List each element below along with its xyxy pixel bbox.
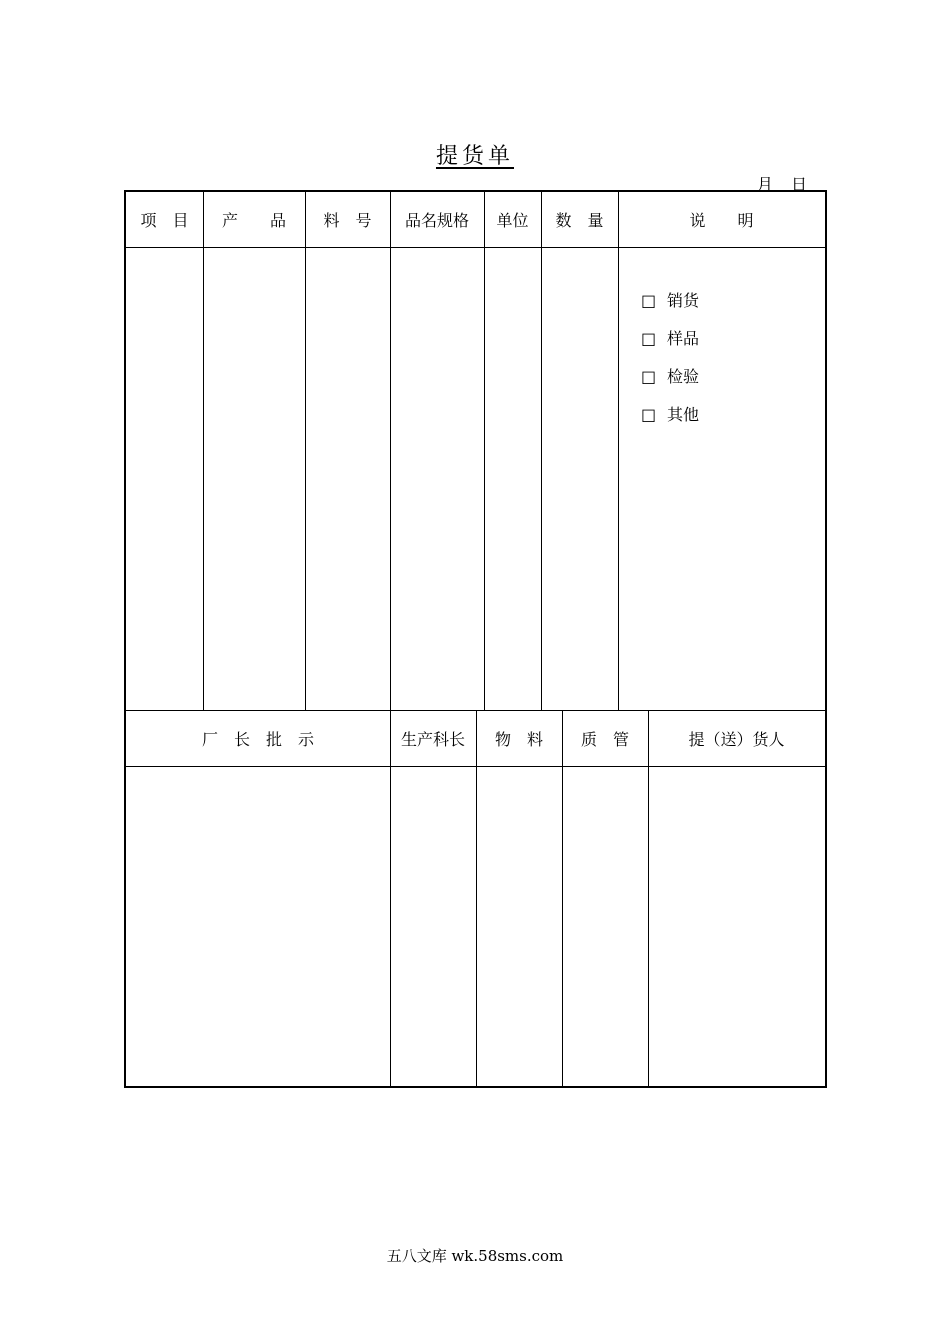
col-divider: [648, 710, 649, 1086]
header-description: 说 明: [689, 211, 754, 230]
option-sales[interactable]: [641, 288, 699, 311]
col-divider: [484, 192, 485, 710]
header-item: 项 目: [140, 211, 189, 230]
header-unit: 单位: [496, 211, 529, 230]
col-divider: [390, 192, 391, 710]
checkbox-icon[interactable]: □: [641, 291, 657, 310]
header-quality-control: 质 管: [580, 729, 629, 749]
col-divider: [541, 192, 542, 710]
checkbox-icon[interactable]: □: [641, 329, 657, 348]
option-label: 检验: [667, 367, 700, 386]
col-divider: [305, 192, 306, 710]
option-label: 销货: [667, 291, 700, 310]
header-delivery-person: 提（送）货人: [688, 729, 785, 749]
date-day: 日: [791, 175, 808, 194]
header-materials: 物 料: [494, 729, 543, 749]
checkbox-icon[interactable]: □: [641, 367, 657, 386]
header-production-chief: 生产科长: [400, 729, 465, 749]
header-director-approval: 厂 长 批 示: [201, 729, 314, 749]
option-other[interactable]: [641, 402, 699, 425]
col-divider: [390, 710, 391, 1086]
header-divider: [126, 247, 825, 248]
option-label: 其他: [667, 405, 700, 424]
header-product: 产 品: [221, 211, 286, 230]
delivery-form-table: [124, 190, 827, 1088]
header-spec: 品名规格: [404, 211, 469, 230]
header-quantity: 数 量: [555, 211, 604, 230]
col-divider: [203, 192, 204, 710]
checkbox-icon[interactable]: □: [641, 405, 657, 424]
footer-watermark: 五八文库 wk.58sms.com: [386, 1247, 564, 1265]
option-sample[interactable]: [641, 326, 699, 349]
option-label: 样品: [667, 329, 700, 348]
col-divider: [618, 192, 619, 710]
page-title: 提货单: [435, 144, 514, 169]
option-inspection[interactable]: [641, 364, 699, 387]
date-month: 月: [757, 175, 774, 194]
col-divider: [476, 710, 477, 1086]
header-part-number: 料 号: [323, 211, 372, 230]
col-divider: [562, 710, 563, 1086]
